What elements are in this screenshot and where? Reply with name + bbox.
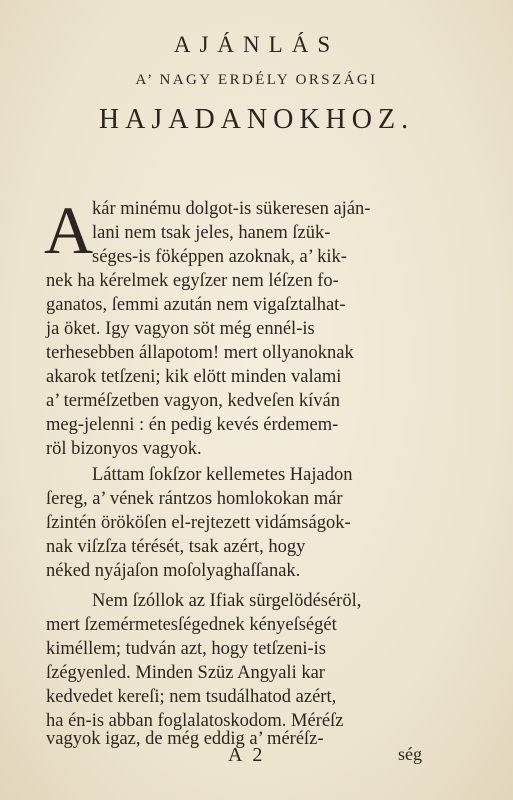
- text-line: Láttam ſokſzor kellemetes Hajadon: [92, 465, 353, 485]
- text-line: ha én-is abban foglalatoskodom. Méréſz: [46, 711, 344, 731]
- text-line: vagyok igaz, de még eddig a’ méréſz-: [46, 729, 324, 749]
- text-line: röl bizonyos vagyok.: [46, 439, 202, 459]
- text-line: kár minému dolgot-is sükeresen aján-: [92, 199, 371, 219]
- text-line: meg-jelenni : én pedig kevés érdemem-: [46, 415, 339, 435]
- text-line: akarok tetſzeni; kik elött minden valami: [46, 367, 342, 387]
- catchword: ség: [398, 744, 422, 764]
- text-line: ſzintén örököſen el-rejtezett vidámságok-: [46, 513, 351, 533]
- text-line: nek ha kérelmek egyſzer nem léſzen fo-: [46, 271, 339, 291]
- text-line: lani nem tsak jeles, hanem ſzük-: [92, 223, 331, 243]
- heading-dedication: AJÁNLÁS: [173, 32, 340, 57]
- heading-subtitle: A’ NAGY ERDÉLY ORSZÁGI: [135, 72, 378, 88]
- text-line: kedvedet kereſi; nem tsudálhatod azért,: [46, 687, 337, 707]
- signature-mark: A 2: [228, 744, 266, 766]
- text-line: séges-is föképpen azoknak, a’ kik-: [92, 247, 347, 267]
- text-line: ſzégyenled. Minden Szüz Angyali kar: [46, 663, 325, 683]
- text-line: mert ſzemérmetesſégednek kényeſségét: [46, 615, 337, 635]
- text-line: a’ terméſzetben vagyon, kedveſen kíván: [46, 391, 340, 411]
- text-line: terhesebben állapotom! mert ollyanoknak: [46, 343, 354, 363]
- drop-cap-initial: A: [44, 192, 94, 268]
- text-line: ſereg, a’ vének rántzos homlokokan már: [46, 489, 343, 509]
- text-line: ganatos, ſemmi azután nem vigaſztalhat-: [46, 295, 346, 315]
- text-line: nak viſzſza térését, tsak azért, hogy: [46, 537, 306, 557]
- text-line: néked nyájaſon moſolyaghaſſanak.: [46, 561, 301, 581]
- text-line: Nem ſzóllok az Ifiak sürgelödéséröl,: [92, 591, 362, 611]
- text-line: ja öket. Igy vagyon söt még ennél-is: [46, 319, 315, 339]
- text-line: kiméllem; tudván azt, hogy tetſzeni-is: [46, 639, 326, 659]
- heading-recipients: HAJADANOKHOZ.: [98, 104, 415, 135]
